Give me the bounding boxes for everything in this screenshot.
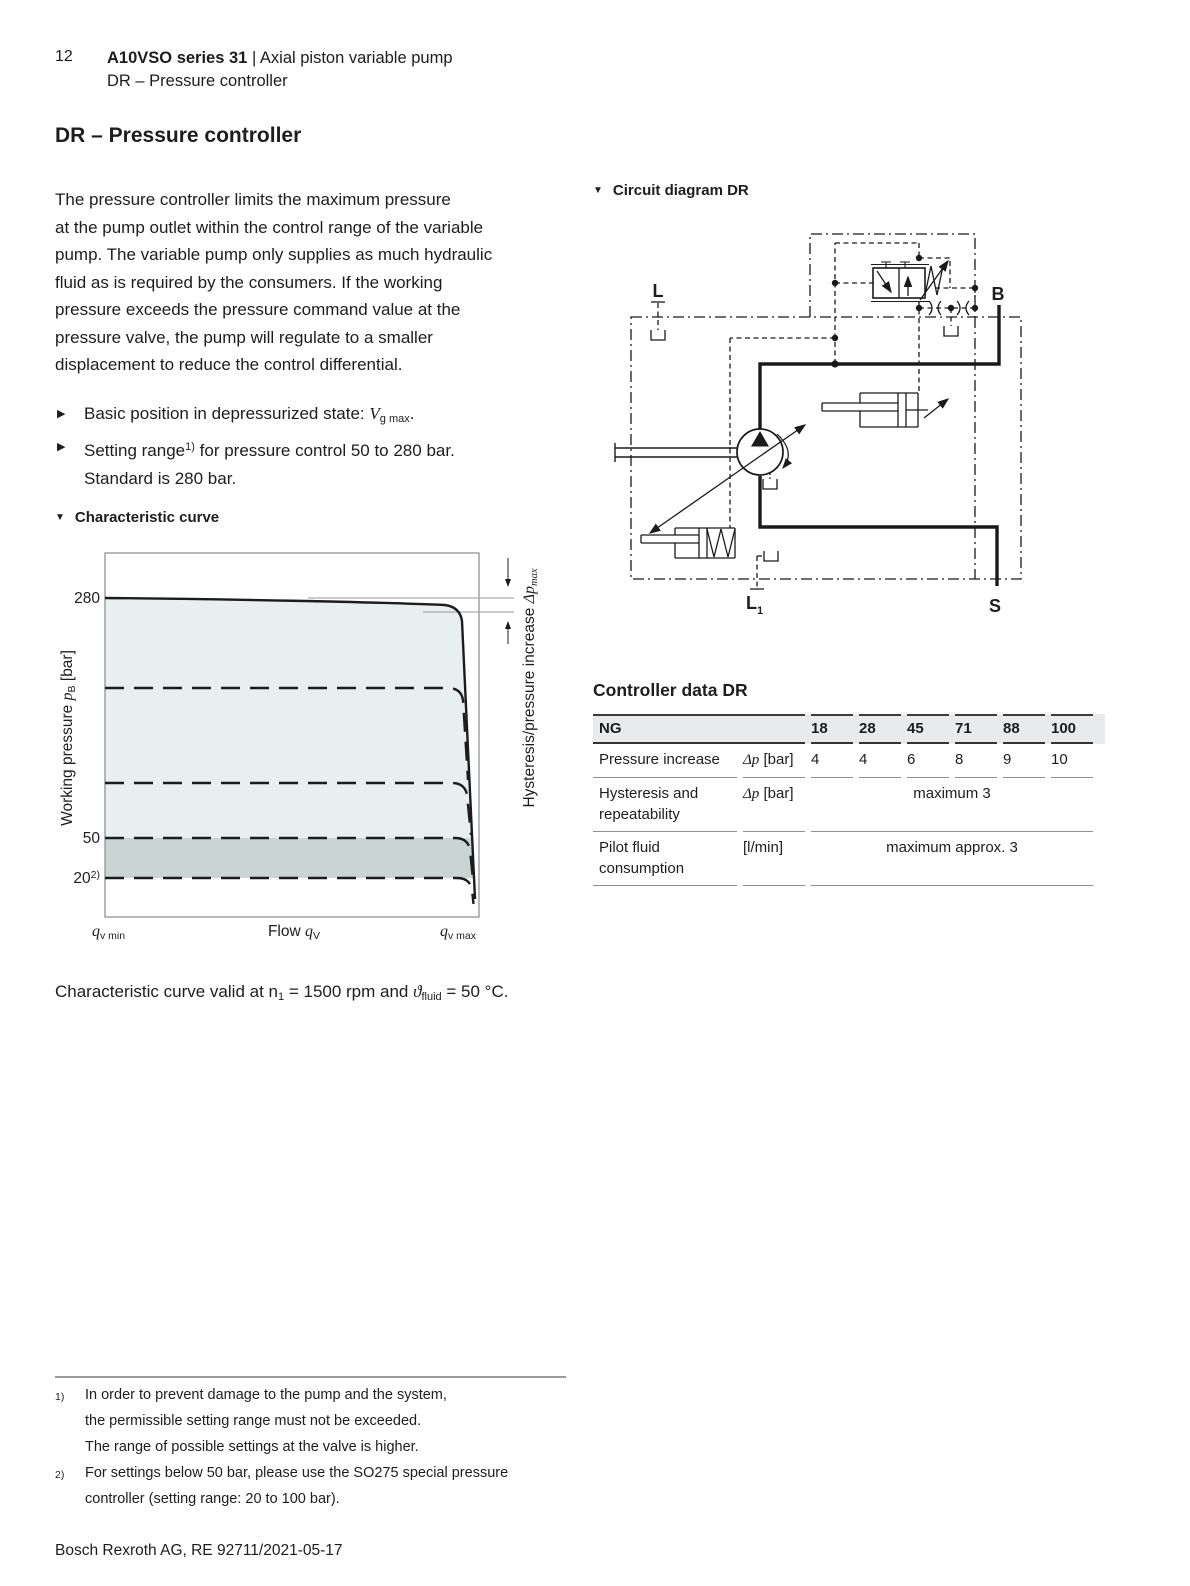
chart-lower-shaded-band: [105, 838, 474, 878]
value-cell: 9: [1003, 744, 1045, 778]
y-tick-50: 50: [82, 830, 100, 847]
column-header-size: 18: [811, 714, 853, 744]
intro-line: pump. The variable pump only supplies as much hydraulic: [55, 245, 493, 264]
bullet1-pre: Basic position in depressurized state:: [84, 404, 370, 423]
port-label-B: B: [991, 284, 1005, 304]
bullet-text: [84, 433, 455, 493]
junction-dots: [831, 255, 978, 368]
series-title: A10VSO series 31: [107, 49, 248, 67]
validity-sub1: 1: [277, 991, 285, 1003]
chart-upper-shaded-region: [105, 598, 472, 838]
intro-line: pressure exceeds the pressure command value at the: [55, 300, 461, 319]
section-title: DR – Pressure controller: [55, 124, 302, 147]
suction-line-S: [760, 476, 997, 586]
bullet-text: [84, 400, 414, 433]
port-label-S: S: [988, 596, 1002, 616]
column-header-size: 71: [955, 714, 997, 744]
bullet-item: [57, 400, 455, 433]
row-unit: [743, 744, 805, 778]
validity-sub2: fluid: [421, 991, 442, 1003]
header-divider: |: [247, 49, 260, 67]
right-axis-title: Hysteresis/pressure increase Δpmax: [521, 568, 540, 808]
row-label: Pressure increase: [593, 744, 737, 778]
pressure-valve: [871, 261, 948, 302]
merged-value-cell: maximum approx. 3: [811, 832, 1093, 886]
intro-line: at the pump outlet within the control range of the variable: [55, 217, 484, 237]
footnote-line: For settings below 50 bar, please use the SO275 special pressure: [85, 1465, 509, 1481]
bias-cylinder: [641, 528, 735, 558]
running-header: [107, 47, 453, 93]
x-label-qvmin: qv min: [92, 923, 126, 942]
bullet1-math: V: [369, 404, 380, 423]
controller-data-table: [593, 714, 1105, 886]
unit-symbol: Δp: [743, 786, 760, 802]
footnotes: [55, 1382, 508, 1512]
displacement-arrow: [650, 425, 805, 533]
footnote-1: [55, 1382, 508, 1460]
chart-caption-text: Characteristic curve: [74, 509, 220, 526]
circuit-caption-text: Circuit diagram DR: [612, 182, 749, 199]
x-label-qvmax: qv max: [439, 923, 477, 942]
value-cell: 4: [811, 744, 853, 778]
validity-pre: Characteristic curve valid at n: [55, 982, 278, 1001]
bullet2-post: for pressure control 50 to 280 bar.: [194, 441, 455, 460]
running-header-line2: DR – Pressure controller: [107, 72, 288, 90]
intro-paragraph: [55, 186, 492, 379]
table-row: [593, 832, 1105, 886]
row-unit: [743, 832, 805, 886]
cylinder-adjustment-arrow: [924, 399, 948, 418]
triangle-down-icon: ▼: [593, 185, 603, 196]
bullet-icon: ▶: [57, 408, 66, 420]
bullet-icon: ▶: [57, 441, 66, 453]
port-label-L: L: [652, 281, 664, 301]
column-header-size: 88: [1003, 714, 1045, 744]
port-label-L1: $L_1$: [746, 593, 764, 617]
bias-spring-icon: [707, 529, 735, 557]
footnote-line: the permissible setting range must not be exceeded.: [85, 1413, 422, 1429]
triangle-down-icon: ▼: [55, 512, 65, 523]
bullet2-pre: Setting range: [84, 441, 186, 460]
column-header-size: 28: [859, 714, 901, 744]
characteristic-curve-chart: [58, 542, 558, 962]
footnote-2: [55, 1460, 508, 1512]
validity-mid: = 1500 rpm and: [284, 982, 414, 1001]
circuit-caption: [593, 182, 749, 199]
unit-symbol: Δp: [743, 752, 760, 768]
control-cylinder: [822, 393, 948, 427]
y-tick-280: 280: [74, 590, 100, 607]
column-header-ng: NG: [593, 714, 805, 744]
footnote-marker: 1): [55, 1391, 65, 1403]
circuit-diagram: [588, 228, 1068, 620]
header-subject: Axial piston variable pump: [259, 49, 453, 67]
running-header-line1: [107, 47, 453, 70]
row-label: Pilot fluid consumption: [593, 832, 737, 886]
bullet2-line1: [84, 441, 455, 460]
merged-value-cell: maximum 3: [811, 778, 1093, 832]
validity-note: [55, 982, 508, 1003]
footnote-marker: 2): [55, 1469, 65, 1481]
y-tick-20: 20$^{2)}$: [73, 869, 100, 887]
row-unit: [743, 778, 805, 832]
footnote-line: In order to prevent damage to the pump and the system,: [85, 1387, 447, 1403]
validity-theta: ϑ: [413, 982, 422, 1001]
bullet2-footnote-ref: 1): [185, 441, 195, 453]
table-row: [593, 778, 1105, 832]
page-number: 12: [55, 48, 73, 65]
y-axis-title: Working pressure pB [bar]: [59, 650, 78, 826]
chart-caption: [55, 509, 219, 526]
value-cell: 6: [907, 744, 949, 778]
footnote-divider: [55, 1376, 566, 1378]
footnote-line: The range of possible settings at the valve is higher.: [85, 1439, 419, 1455]
bullet-item: [57, 433, 455, 493]
intro-line: fluid as is required by the consumers. If the working: [55, 272, 443, 292]
intro-line: pressure valve, the pump will regulate to a smaller: [55, 327, 433, 347]
drive-shaft: [615, 443, 737, 462]
value-cell: 4: [859, 744, 901, 778]
footnote-text: [85, 1382, 447, 1460]
bullet1-subscript: g max: [379, 413, 410, 425]
footnote-line: controller (setting range: 20 to 100 bar).: [85, 1491, 340, 1507]
value-cell: 10: [1051, 744, 1093, 778]
intro-line: displacement to reduce the control differential.: [55, 355, 403, 374]
bullet1-post: .: [409, 404, 415, 423]
unit-text: [bar]: [759, 751, 794, 768]
table-title: Controller data DR: [593, 680, 748, 700]
intro-line: The pressure controller limits the maximum pressure: [55, 190, 451, 209]
bullet2-line2: Standard is 280 bar.: [84, 469, 237, 488]
value-cell: 8: [955, 744, 997, 778]
validity-post: = 50 °C.: [441, 982, 509, 1001]
column-header-size: 45: [907, 714, 949, 744]
unit-text: [l/min]: [743, 839, 784, 856]
page-footer: Bosch Rexroth AG, RE 92711/2021-05-17: [55, 1542, 343, 1559]
table-header-row: [593, 714, 1105, 744]
variable-pump: [615, 429, 788, 475]
table-row: [593, 744, 1105, 778]
footnote-text: [85, 1460, 508, 1512]
column-header-size: 100: [1051, 714, 1093, 744]
row-label: Hysteresis and repeatability: [593, 778, 737, 832]
unit-text: [bar]: [759, 785, 794, 802]
bullet-list: [57, 400, 455, 493]
x-axis-title: Flow qV: [267, 923, 321, 942]
